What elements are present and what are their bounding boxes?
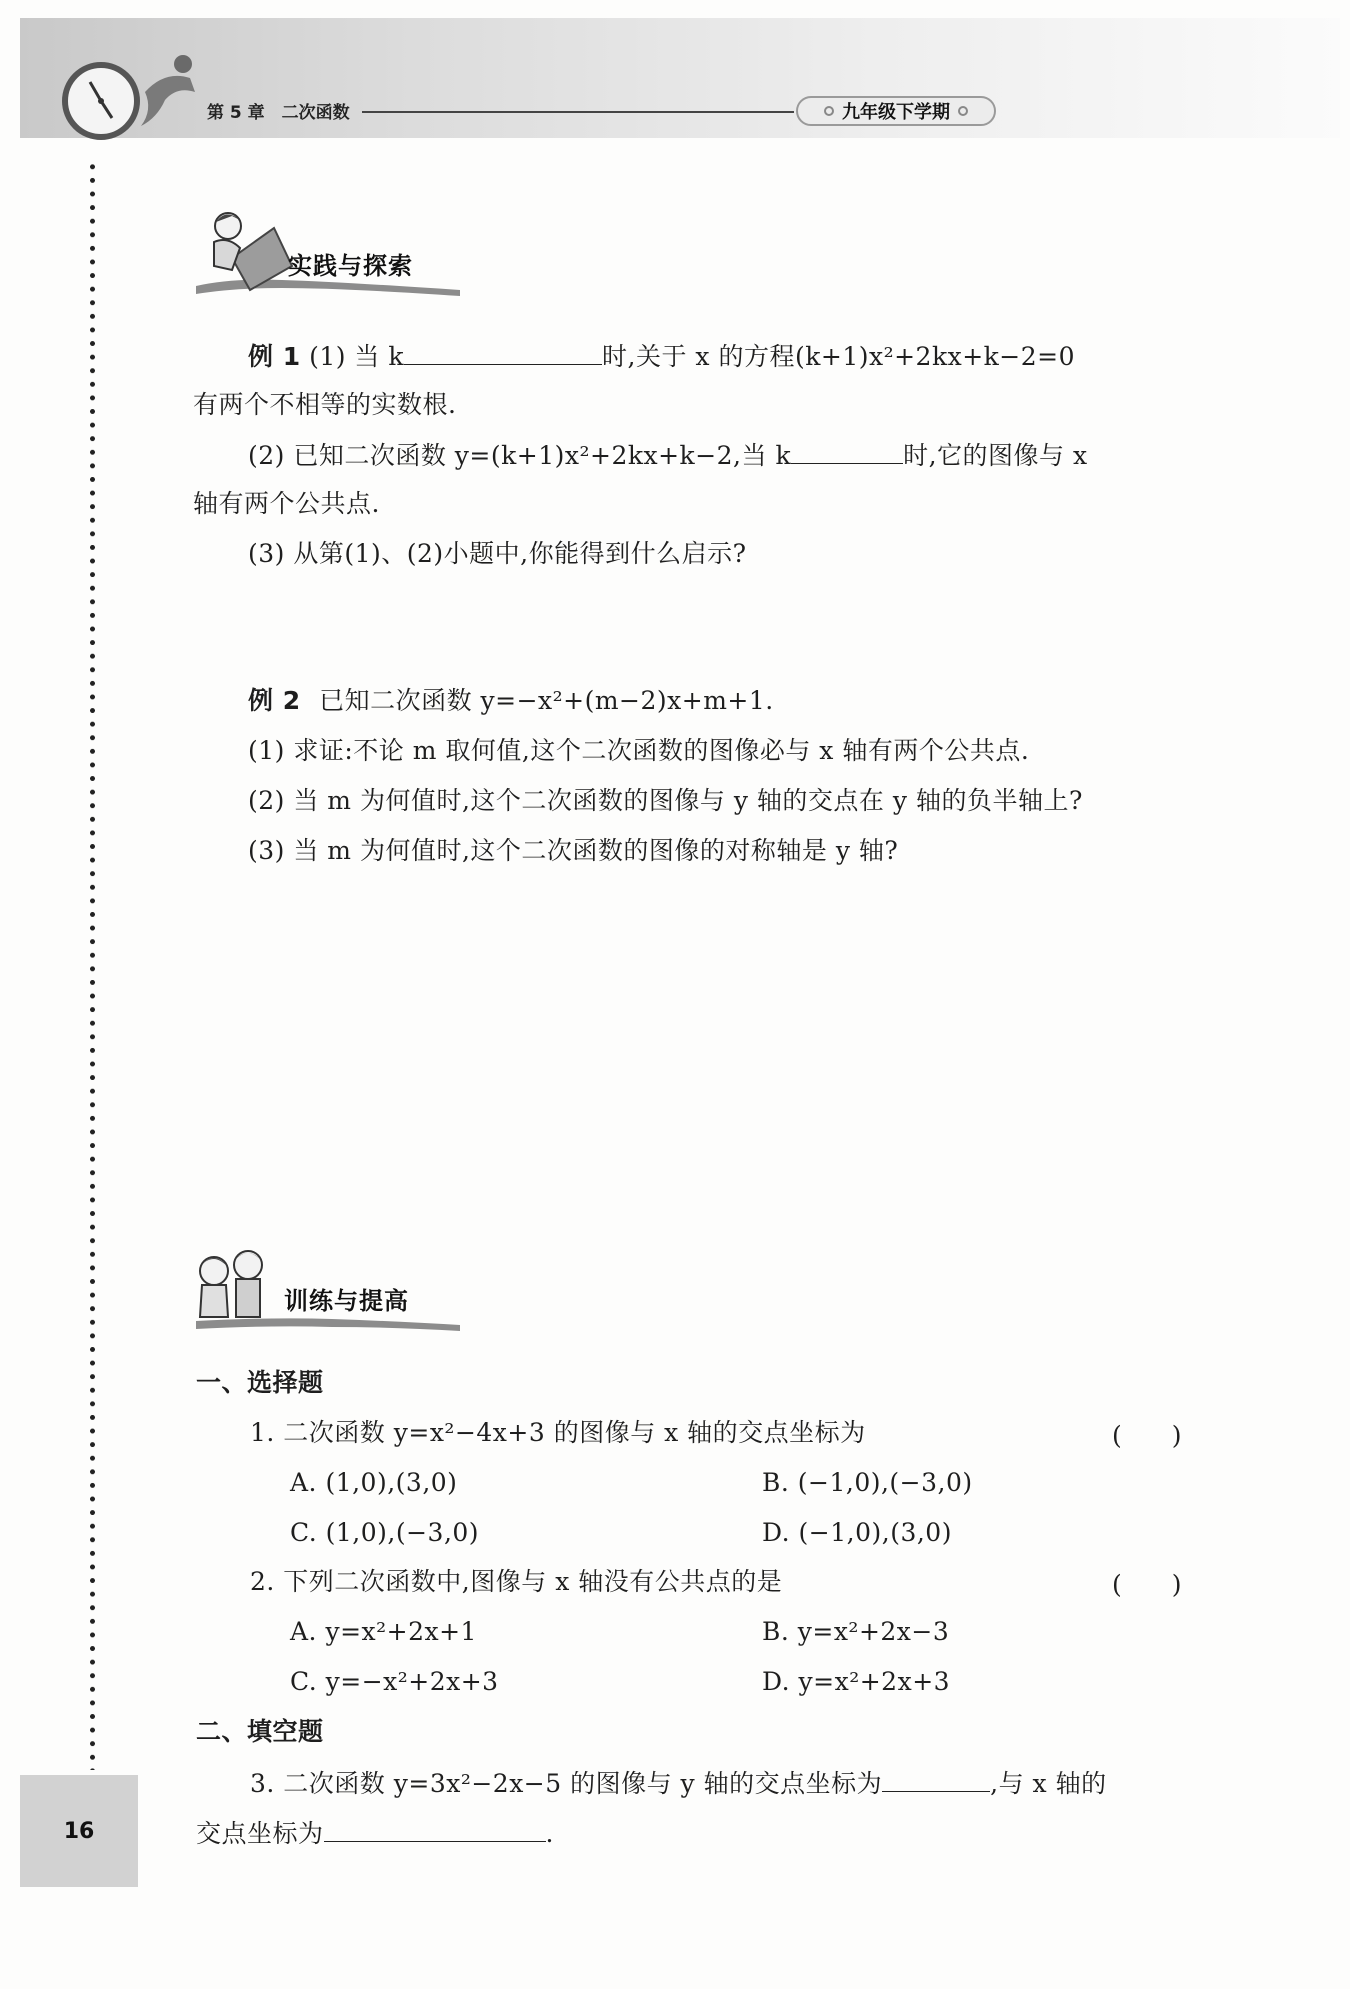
- term-badge: [796, 96, 996, 126]
- example1-part1-suffix: 时,关于 x 的方程(k+1)x²+2kx+k−2=0: [602, 342, 1076, 371]
- q2-option-a[interactable]: A. y=x²+2x+1: [290, 1617, 477, 1646]
- example2-question3: (3) 当 m 为何值时,这个二次函数的图像的对称轴是 y 轴?: [248, 836, 899, 865]
- question3-line1: [250, 1765, 1107, 1801]
- part1-heading: 一、选择题: [196, 1368, 324, 1397]
- term-label: 九年级下学期: [842, 102, 950, 123]
- question3-line2: [196, 1815, 554, 1851]
- question3-prefix: 3. 二次函数 y=3x²−2x−5 的图像与 y 轴的交点坐标为: [250, 1769, 883, 1798]
- running-figure-icon: [135, 52, 205, 130]
- chapter-label: 第 5 章 二次函数: [207, 103, 350, 123]
- part2-heading: 二、填空题: [196, 1717, 324, 1746]
- example2-label: 例 2: [248, 686, 301, 715]
- example1-part3: (3) 从第(1)、(2)小题中,你能得到什么启示?: [248, 539, 747, 568]
- q1-option-c[interactable]: C. (1,0),(−3,0): [290, 1518, 480, 1547]
- header-rule: [362, 111, 794, 113]
- q2-option-c[interactable]: C. y=−x²+2x+3: [290, 1667, 499, 1696]
- example2-stem-line: [248, 684, 774, 718]
- question3-continued: 交点坐标为: [196, 1819, 324, 1848]
- answer-blank[interactable]: [404, 338, 602, 365]
- q1-option-b[interactable]: B. (−1,0),(−3,0): [762, 1468, 973, 1497]
- example1-part2-continued: 轴有两个公共点.: [193, 489, 380, 518]
- answer-blank[interactable]: [791, 437, 903, 464]
- example1-part2-suffix: 时,它的图像与 x: [903, 441, 1088, 470]
- q2-option-d[interactable]: D. y=x²+2x+3: [762, 1667, 951, 1696]
- q2-option-b[interactable]: B. y=x²+2x−3: [762, 1617, 950, 1646]
- q1-option-a[interactable]: A. (1,0),(3,0): [290, 1468, 458, 1497]
- example1-part1-prefix: (1) 当 k: [309, 342, 405, 371]
- answer-blank[interactable]: [324, 1815, 546, 1842]
- q1-option-d[interactable]: D. (−1,0),(3,0): [762, 1518, 952, 1547]
- section-title-practice: 实践与探索: [288, 252, 413, 280]
- badge-dot-icon: [958, 106, 968, 116]
- example1-part1-continued: 有两个不相等的实数根.: [193, 390, 457, 419]
- example1-part2-prefix: (2) 已知二次函数 y=(k+1)x²+2kx+k−2,当 k: [248, 441, 792, 470]
- question3-end: .: [545, 1819, 554, 1848]
- example2-question1: (1) 求证:不论 m 取何值,这个二次函数的图像必与 x 轴有两个公共点.: [248, 736, 1030, 765]
- binding-dotted-line: [90, 160, 95, 1770]
- answer-bracket[interactable]: ( ): [1112, 1421, 1182, 1450]
- clock-icon: [62, 62, 140, 140]
- answer-blank[interactable]: [882, 1765, 990, 1792]
- answer-bracket[interactable]: ( ): [1112, 1570, 1182, 1599]
- section-banner-training: [192, 1245, 462, 1345]
- example2-question2: (2) 当 m 为何值时,这个二次函数的图像与 y 轴的交点在 y 轴的负半轴上?: [248, 786, 1083, 815]
- question1-stem: 1. 二次函数 y=x²−4x+3 的图像与 x 轴的交点坐标为: [250, 1418, 866, 1447]
- question2-stem: 2. 下列二次函数中,图像与 x 轴没有公共点的是: [250, 1567, 783, 1596]
- example1-label: 例 1: [248, 342, 301, 371]
- example1-line2: [248, 437, 1088, 473]
- badge-dot-icon: [824, 106, 834, 116]
- page-number: 16: [20, 1775, 138, 1887]
- section-banner-practice: [192, 208, 462, 308]
- example1-line1: [248, 338, 1075, 374]
- section-title-training: 训练与提高: [284, 1287, 409, 1315]
- example2-stem: 已知二次函数 y=−x²+(m−2)x+m+1.: [319, 686, 774, 715]
- question3-middle: ,与 x 轴的: [990, 1769, 1107, 1798]
